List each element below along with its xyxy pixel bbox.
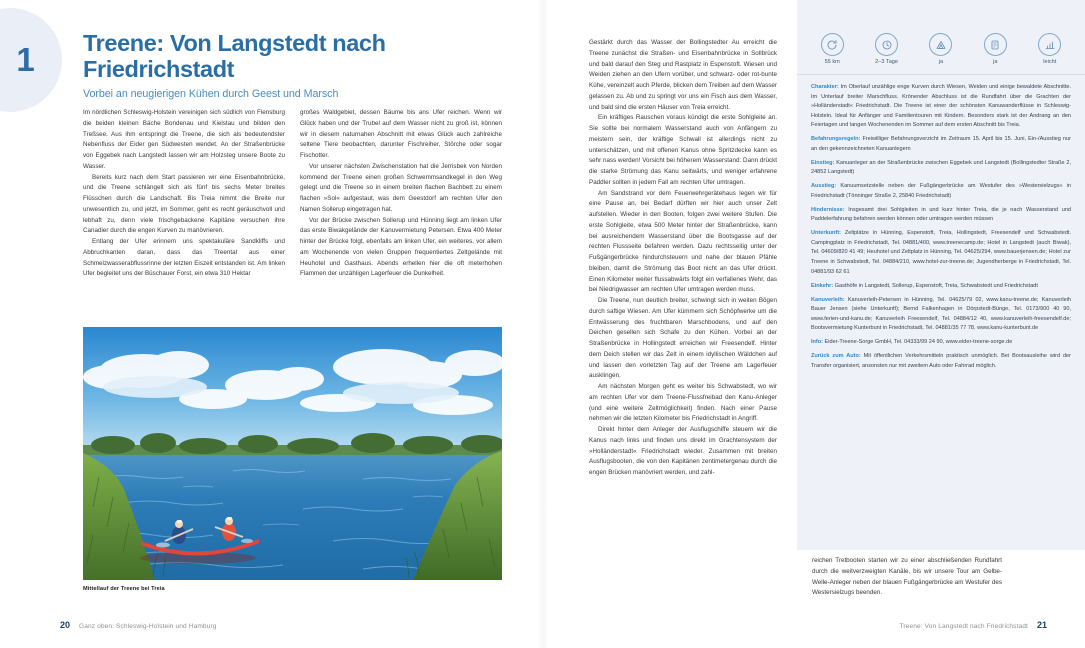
info-entry [811, 352, 1071, 371]
paragraph: Gestärkt durch das Wasser der Bollingstedter Au erreicht die Treene zunächst die Straßen- und Eisenbahnbrücke in Sollbrück und bald darauf den Steg und Rastplatz in Espenstoft. Wiesen und Weiden ziehen an den Ufern vorüber, und schwarz- oder rot-bunte Kühe, vereinzelt auch Pferde, blicken dem Treiben auf dem Wasser gelassen zu. Ab und zu springt vor uns ein Fisch aus dem Wasser, und bald sind die ersten Häuser von Treia erreicht. [589, 39, 777, 111]
duration-icon [875, 33, 898, 56]
info-entry-text: Kanuanleger an der Straßenbrücke zwischen Eggebek und Langstedt (Bollingstedter Straße 2, 24852 Langstedt) [811, 159, 1071, 176]
fact-difficulty [1024, 33, 1076, 65]
paragraph: Am Sandstrand vor dem Feuerwehrgerätehaus legen wir für eine Pause an, bei Bedarf dürften wir hier auch unser Zelt aufstellen. Wieder in den Booten, folgen zwei weitere Stufen. Die erste Sohlgleite, etwa 500 Meter hinter der Straßenbrücke, kann bei ausreichendem Wasserstand über die Bootsgasse auf der rechten Flussseite befahren werden. Dazu rechtsseitig unter der Fußgängerbrücke hindurchsteuern und nahe der blauen Pfähle bleiben, damit die Strömung das Boot nicht an das Ufer drückt. Einen Kilometer weiter flussabwärts folgt ein verfallenes Wehr, das bei Niedrigwasser am rechten Ufer umtragen werden muss. [589, 189, 777, 294]
fact-distance [806, 33, 858, 65]
info-entry-text: Kanuumsetzstelle neben der Fußgängerbrücke am Westufer des »Westersielzugs« in Friedrichstadt (Tönninger Straße 2, 25840 Friedrichstadt) [811, 183, 1071, 199]
tour-facts-strip [797, 0, 1085, 75]
paragraph: Die Treene, nun deutlich breiter, schwingt sich in weiten Bögen durch saftige Wiesen. Am Ufer kümmern sich Schöpfwerke um die Entwässerung des fruchtbaren Marschbodens, und auf den Deichen gesellen sich Schafe zu den Kühen. Vorbei an der Straßenbrücke in Hollingstedt erreichen wir Freesendelf. Hinter dem Deich stellen wir das Zelt in einem idyllischen Wäldchen auf und lassen den vorletzten Tag auf der Treene am Lagerfeuer ausklingen. [589, 297, 777, 380]
paragraph: Bereits kurz nach dem Start passieren wir eine Eisenbahnbrücke, und die Treene schlängelt sich als fünf bis sechs Meter breites Flüsschen durch die Landschaft. Bis Treia nimmt die Breite nur unwesentlich zu, und jetzt, im Sommer, geht es recht geräuschvoll und lebhaft zu, denn viele frischgebackene Kapitäne versuchen ihre Canadier durch die engen Kurven zu manövrieren. [83, 173, 285, 235]
info-entry-lead: Charakter: [811, 84, 839, 90]
paragraph: Vor unserer nächsten Zwischenstation hat die Jerrisbek von Norden kommend der Treene einen großen Schwemmsandkegel in den Weg gelegt und die Treene so in einem breiten flachen Bachbett zu einem flachen »Sol« aufgestaut, was dem Geestdorf am rechten Ufer den Namen Sollerup eingetragen hat. [300, 162, 502, 213]
info-entry-text: Insgesamt drei Sohlgleiten in und kurz hinter Treia, die je nach Wasserstand und Paddelerfahrung befahren werden können oder umtragen werden müssen [811, 206, 1071, 223]
body-column-2 [300, 108, 502, 280]
paragraph: Im nördlichen Schleswig-Holstein vereinigen sich südlich von Flensburg die beiden kleinen Bäche Bondenau und Kielstau und bilden den Treßsee. Aus ihm entspringt die Treene, die sich als bedeutendster Nebenfluss der Eider gen Südwesten wendet. An der Straßenbrücke von Eggebek nach Langstedt lassen wir am Holzsteg unsere Boote zu Wasser. [83, 109, 285, 170]
right-page-footer [900, 620, 1048, 630]
info-entry-lead: Zurück zum Auto: [811, 353, 861, 360]
info-entry-lead: Einkehr: [811, 282, 834, 289]
fact-rental [969, 33, 1021, 65]
fact-distance-label: 55 km [824, 59, 840, 65]
body-column-4 [812, 556, 1002, 599]
fact-difficulty-label: leicht [1043, 59, 1057, 65]
running-head-right: Treene: Von Langstedt nach Friedrichstadt [899, 623, 1028, 630]
fact-camping-label: ja [938, 59, 944, 65]
running-head-left: Ganz oben: Schleswig-Holstein und Hamburg [79, 623, 217, 630]
info-entry [811, 182, 1071, 201]
page-title: Treene: Von Langstedt nach Friedrichstadt [83, 30, 386, 83]
page-subtitle: Vorbei an neugierigen Kühen durch Geest und Marsch [83, 87, 339, 100]
body-column-1 [83, 108, 285, 280]
paragraph: großes Waldgebiet, dessen Bäume bis ans Ufer reichen. Wenn wir Glück haben und der Trubel auf dem Wasser nicht zu groß ist, können wir in diesem naturnahen Abschnitt mit etwas Glück auch zahlreiche seltene Tiere beobachten, darunter Fischreiher, Störche oder sogar Fischotter. [300, 109, 502, 159]
paragraph: Entlang der Ufer erinnern uns spektakuläre Sandkliffs und Abbruchkanten daran, dass das Treental aus einer Schmelzwasserabflussrinne der letzten Eiszeit entstanden ist. Am linken Ufer begleitet uns der Büschauer Forst, ein etwa 310 Hektar [83, 238, 285, 278]
paragraph: Ein kräftiges Rauschen voraus kündigt die erste Sohlgleite an. Sie sollte bei normalem Wasserstand auch von Anfängern zu meistern sein, der kräftige Schwall ist allerdings nicht zu unterschätzen, und mit offenen Kanus ohne Spritzdecke kann es sehr nass werden! Vorsicht bei höherem Wasserstand: Dann drückt die starke Strömung das Kanu seitwärts, und weniger erfahrene Paddler sollten in jedem Fall am rechten Ufer umtragen. [589, 114, 777, 186]
paragraph: reichen Tretbooten starten wir zu einer abschließenden Rundfahrt durch die weitverzweigten Kanäle, bis wir unsere Tour am Gelbe-Welle-Anleger neben der blauen Fußgängerbrücke am Westufer des Westersielzugs beenden. [812, 557, 1002, 597]
photo-illustration [83, 327, 502, 580]
title-block [83, 30, 523, 100]
info-entry-lead: Unterkunft: [811, 230, 841, 237]
photo-treene-river [83, 327, 502, 580]
info-entry [811, 206, 1071, 225]
info-entry-lead: Kanuverleih: [811, 296, 845, 303]
photo-caption: Mittellauf der Treene bei Treia [83, 586, 165, 592]
fact-camping [915, 33, 967, 65]
difficulty-icon [1038, 33, 1061, 56]
tour-info-entries [797, 75, 1085, 386]
folio-right: 21 [1036, 620, 1047, 630]
fact-duration [861, 33, 913, 65]
info-entry [811, 296, 1071, 334]
info-entry-text: Mit öffentlichen Verkehrsmitteln praktisch unmöglich. Bei Bootsausleihe wird der Transfer organisiert, ansonsten nur mit zweitem Auto oder Fahrrad möglich. [811, 353, 1071, 369]
info-entry [811, 229, 1071, 277]
fact-duration-label: 2–3 Tage [875, 59, 899, 65]
info-entry-lead: Einstieg: [811, 159, 835, 166]
chapter-number: 1 [16, 41, 34, 78]
info-entry-lead: Info: [811, 339, 824, 346]
tour-info-box [797, 0, 1085, 550]
info-entry-text: Freiwilliger Befahrungsverzicht im Zeitraum 15. April bis 15. Juni, Ein-/Ausstieg nur an den gekennzeichneten Kanuanlegern [811, 136, 1071, 152]
info-entry-lead: Befahrungsregeln: [811, 136, 861, 143]
paragraph: Vor der Brücke zwischen Sollerup und Hünning liegt am linken Ufer das erste Biwakgelände der Kanuvermietung Petersen. Etwa 400 Meter hinter der Brücke folgt, ebenfalls am linken Ufer, ein weiteres, vor allem am Wochenende von vielen Gruppen frequentiertes Zeltgelände mit Heuhotel und Gasthaus. Abends erhellen hier die oft meterhohen Flammen der unzähligen Lagerfeuer die Dunkelheit. [300, 216, 502, 278]
info-entry-text: Eider-Treene-Sorge GmbH, Tel. 04333/99 24 90, www.eider-treene-sorge.de [823, 339, 1013, 346]
folio-left: 20 [60, 620, 71, 630]
info-entry-text: Gasthöfe in Langstedt, Sollerup, Espenstoft, Treia, Schwabstedt und Friedrichstadt [833, 282, 1038, 289]
paragraph: Am nächsten Morgen geht es weiter bis Schwabstedt, wo wir am rechten Ufer vor dem Treene-Flussfreibad den Kanu-Anleger (und eine weitere Zeltmöglichkeit) finden. Nach einer Pause nehmen wir die letzten Kilometer bis Friedrichstadt in Angriff. [589, 383, 777, 423]
info-entry [811, 159, 1071, 178]
body-column-3 [589, 38, 777, 479]
chapter-number-badge [0, 8, 62, 112]
info-entry-text: Zeltplätze in Hünning, Espenstoft, Treia, Hollingstedt, Freesendelf und Schwabstedt. Campingplatz in Friedrichstadt, Tel. 04881/400, www.treenecamp.de; Hotel in Langstedt (auch Biwak), Tel. 04609/820 41 49; Heuhotel und Zeltplatz in Hünning, Tel. 04625/294, www.bauerjensen.de; Hotel zur Treene in Schwabstedt, Tel. 04884/210, www.hotel-zur-treene.de; Jugendherberge in Friedrichstadt, Tel. 04881/93 62 61 [811, 230, 1071, 275]
camping-icon [929, 33, 952, 56]
distance-icon [821, 33, 844, 56]
info-entry-lead: Ausstieg: [811, 183, 837, 190]
info-entry-lead: Hindernisse: [811, 206, 845, 213]
info-entry-text: Kanuverleih-Petersen in Hünning, Tel. 04625/79 02, www.kanu-treene.de; Kanuverleih Bauer Jensen (siehe Unterkunft); Bernd Falkenhagen in Dörpstedt-Bünge, Tel. 0173/900 40 90, www.ferien-und-kanu.de; Kanuverleih Freesendelf, Tel. 04884/12 40, www.kanuverleih-freesendelf.de; Bootsvermietung Kunterbunt in Friedrichstadt, Tel. 04881/35 77 78, www.kanu-kunterbunt.de [811, 296, 1071, 332]
info-entry-text: Im Oberlauf unzählige enge Kurven durch Wiesen, Weiden und einige bewaldete Abschnitte. Im Unterlauf breiter Marschfluss. Krönender Abschluss ist die Rundfahrt über die Grachten der »Holländerstadt« Friedrichstadt. Die Treene ist einer der schönsten Kanuwanderflüsse in Schleswig-Holstein. Ideal für Anfänger und Familientouren mit Kindern. Besonders stark ist der Andrang an den Feiertagen und langen Wochenenden im Sommer auf dem ersten Abschnitt bis Treia. [811, 84, 1071, 129]
info-entry [811, 282, 1071, 292]
info-entry [811, 83, 1071, 131]
left-page-footer [60, 620, 217, 630]
info-entry [811, 135, 1071, 154]
fact-rental-label: ja [993, 59, 998, 65]
paragraph: Direkt hinter dem Anleger der Ausflugschiffe steuern wir die Kanus nach links und finden uns direkt im Grachtensystem der »Holländerstadt« Friedrichstadt wieder. Zusammen mit breiten Ausflugsbooten, die von den Kapitänen zentimetergenau durch die engen Brücken manövriert werden, und zahl- [589, 426, 777, 476]
rental-icon [984, 33, 1007, 56]
info-entry [811, 338, 1071, 348]
